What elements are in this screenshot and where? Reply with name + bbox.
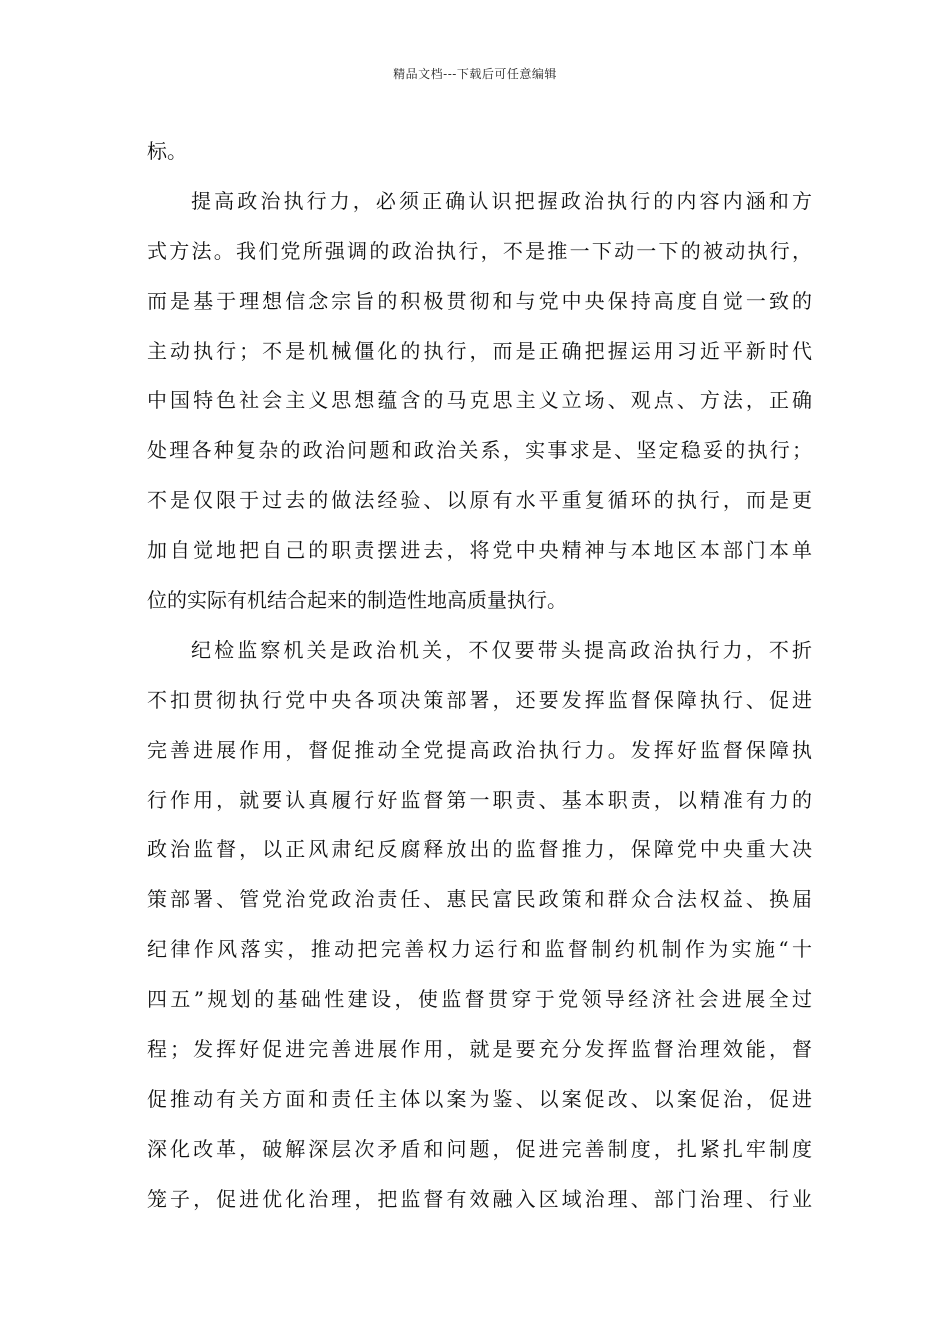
paragraph-first-line: 纪检监察机关是政治机关，不仅要带头提高政治执行力，不折	[191, 637, 812, 662]
text-line: 处理各种复杂的政治问题和政治关系，实事求是、坚定稳妥的执行；	[147, 438, 812, 463]
text-line: 行作用，就要认真履行好监督第一职责、基本职责，以精准有力的	[147, 787, 812, 812]
text-line: 不是仅限于过去的做法经验、以原有水平重复循环的执行，而是更	[147, 488, 812, 513]
text-line: 中国特色社会主义思想蕴含的马克思主义立场、观点、方法，正确	[147, 388, 812, 413]
paragraph-first-line: 提高政治执行力，必须正确认识把握政治执行的内容内涵和方	[191, 188, 812, 213]
text-line: 纪律作风落实，推动把完善权力运行和监督制约机制作为实施“十	[147, 937, 812, 962]
text-line: 加自觉地把自己的职责摆进去，将党中央精神与本地区本部门本单	[147, 538, 812, 563]
text-line: 完善进展作用，督促推动全党提高政治执行力。发挥好监督保障执	[147, 737, 812, 762]
body-text	[147, 127, 812, 1225]
text-line: 四五”规划的基础性建设，使监督贯穿于党领导经济社会进展全过	[147, 987, 812, 1012]
text-line: 而是基于理想信念宗旨的积极贯彻和与党中央保持高度自觉一致的	[147, 288, 812, 313]
text-line: 标。	[147, 139, 187, 163]
text-line: 程；发挥好促进完善进展作用，就是要充分发挥监督治理效能，督	[147, 1037, 812, 1062]
page-header: 精品文档---下载后可任意编辑	[393, 67, 557, 81]
text-line: 式方法。我们党所强调的政治执行，不是推一下动一下的被动执行，	[147, 238, 812, 263]
text-line: 深化改革，破解深层次矛盾和问题，促进完善制度，扎紧扎牢制度	[147, 1136, 812, 1161]
text-line: 不扣贯彻执行党中央各项决策部署，还要发挥监督保障执行、促进	[147, 687, 812, 712]
text-line: 促推动有关方面和责任主体以案为鉴、以案促改、以案促治，促进	[147, 1086, 812, 1111]
text-line: 笼子，促进优化治理，把监督有效融入区域治理、部门治理、行业	[147, 1186, 812, 1211]
text-line: 位的实际有机结合起来的制造性地高质量执行。	[147, 588, 567, 613]
text-line: 策部署、管党治党政治责任、惠民富民政策和群众合法权益、换届	[147, 887, 812, 912]
text-line: 主动执行；不是机械僵化的执行，而是正确把握运用习近平新时代	[147, 338, 812, 363]
text-line: 政治监督，以正风肃纪反腐释放出的监督推力，保障党中央重大决	[147, 837, 812, 862]
